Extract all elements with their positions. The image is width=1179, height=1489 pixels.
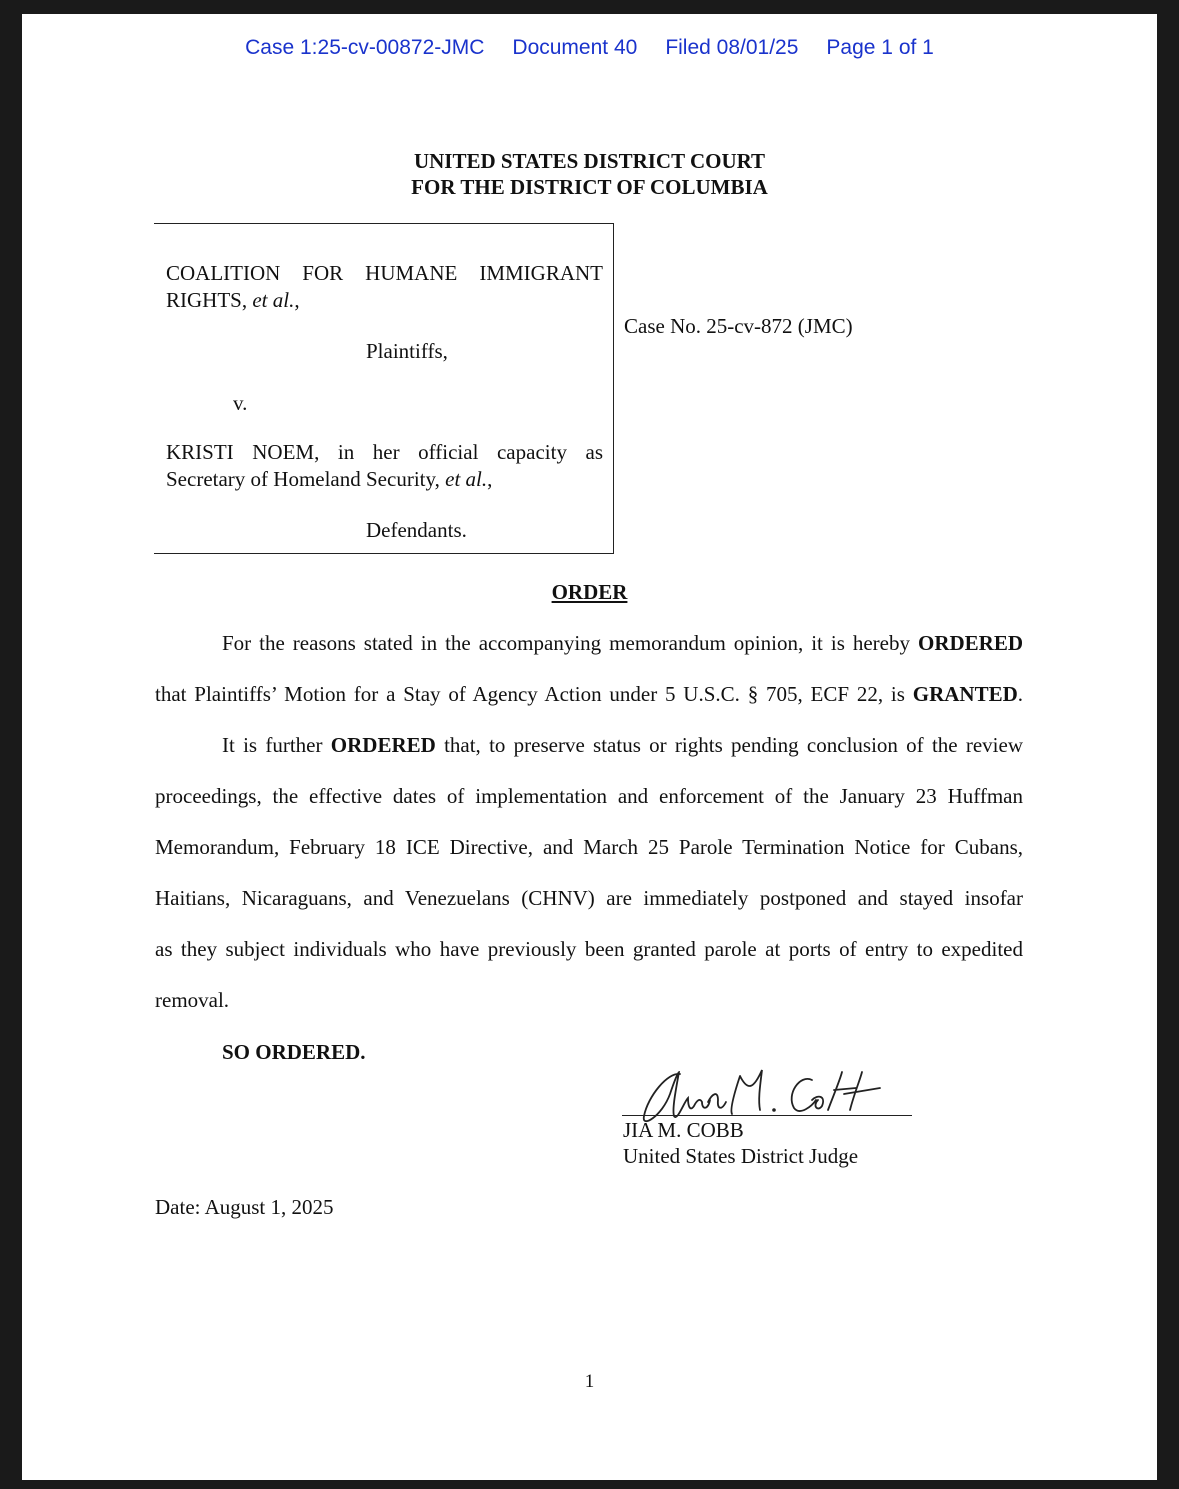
order-paragraph-1-line-1: For the reasons stated in the accompanying memorandum opinion, it is hereby ORDERED [222,631,1024,655]
order-paragraph-2-line-3: Memorandum, February 18 ICE Directive, and March 25 Parole Termination Notice for Cubans, [155,835,1023,859]
court-heading [22,148,1157,200]
versus: v. [233,391,248,415]
order-paragraph-2-line-1: It is further ORDERED that, to preserve status or rights pending conclusion of the review [222,733,1023,757]
order-paragraph-2-line-5: as they subject individuals who have previously been granted parole at ports of entry to expedited [155,937,1023,961]
order-paragraph-2-line-6: removal. [155,988,230,1012]
so-ordered: SO ORDERED. [222,1040,366,1064]
order-date: Date: August 1, 2025 [155,1195,334,1219]
court-district: FOR THE DISTRICT OF COLUMBIA [411,175,768,199]
court-name: UNITED STATES DISTRICT COURT [413,149,766,173]
ecf-filed-date: Filed 08/01/25 [665,36,799,59]
ecf-page-count: Page 1 of 1 [826,36,934,59]
defendant-name-line1: KRISTI NOEM, in her official capacity as [166,440,603,464]
case-number: Case No. 25-cv-872 (JMC) [624,314,853,338]
plaintiffs-label: Plaintiffs, [366,339,448,363]
plaintiff-name-line2: RIGHTS, et al., [166,288,300,312]
ecf-document-number: Document 40 [512,36,638,59]
plaintiff-name-line1: COALITION FOR HUMANE IMMIGRANT [166,261,603,285]
judge-name: JIA M. COBB [623,1118,744,1142]
ecf-header [22,36,1157,60]
defendants-label: Defendants. [366,518,467,542]
order-paragraph-2-line-4: Haitians, Nicaraguans, and Venezuelans (CHNV) are immediately postponed and stayed insofar [155,886,1023,910]
order-title: ORDER [551,580,628,604]
document-page [22,14,1157,1480]
defendant-name-line2: Secretary of Homeland Security, et al., [166,467,493,491]
signature-line [622,1115,912,1116]
judge-title: United States District Judge [623,1144,859,1168]
order-paragraph-1-line-2: that Plaintiffs’ Motion for a Stay of Agency Action under 5 U.S.C. § 705, ECF 22, is GRANTED. [155,682,1024,706]
ecf-case-number: Case 1:25-cv-00872-JMC [245,36,485,59]
order-paragraph-2-line-2: proceedings, the effective dates of implementation and enforcement of the January 23 Huffman [155,784,1023,808]
page-number: 1 [584,1371,595,1392]
